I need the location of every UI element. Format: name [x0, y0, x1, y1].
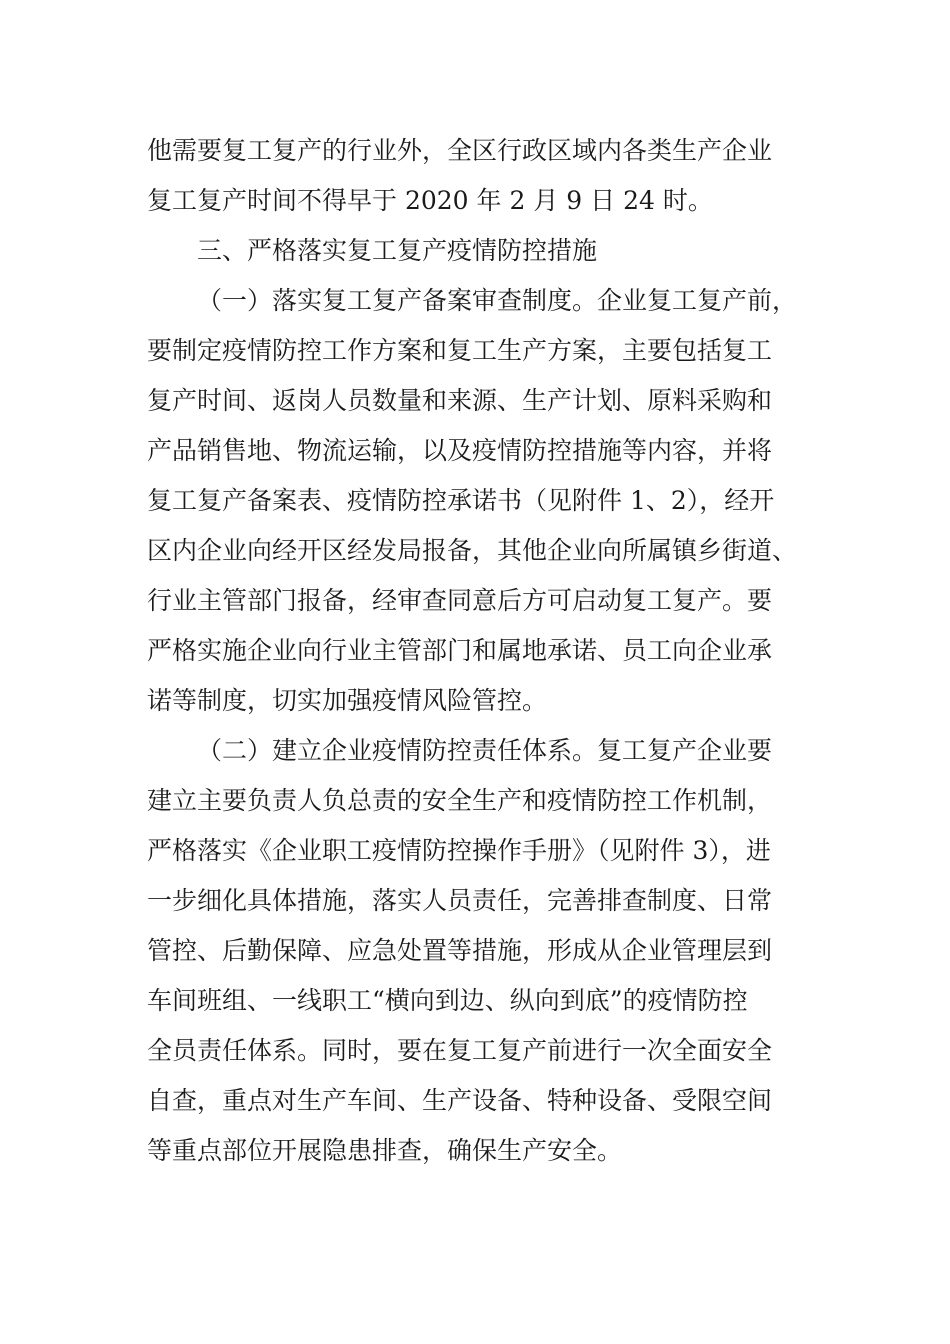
section-heading: 三、严格落实复工复产疫情防控措施 [197, 236, 598, 265]
text-line: 复工复产时间不得早于 2020 年 2 月 9 日 24 时。 [147, 186, 713, 215]
text-line: 严格落实《企业职工疫情防控操作手册》（见附件 3），进 [147, 836, 771, 865]
text-line: 等重点部位开展隐患排查，确保生产安全。 [147, 1136, 623, 1165]
text-line: 复产时间、返岗人员数量和来源、生产计划、原料采购和 [147, 386, 773, 415]
text-line: 严格实施企业向行业主管部门和属地承诺、员工向企业承 [147, 636, 773, 665]
text-line: （二）建立企业疫情防控责任体系。复工复产企业要 [197, 736, 773, 765]
text-line: 全员责任体系。同时，要在复工复产前进行一次全面安全 [147, 1036, 773, 1065]
text-line: 复工复产备案表、疫情防控承诺书（见附件 1、2），经开 [147, 486, 775, 515]
text-line: 管控、后勤保障、应急处置等措施，形成从企业管理层到 [147, 936, 773, 965]
text-line: （一）落实复工复产备案审查制度。企业复工复产前， [197, 286, 798, 315]
text-line: 车间班组、一线职工“横向到边、纵向到底”的疫情防控 [147, 986, 748, 1015]
text-line: 他需要复工复产的行业外，全区行政区域内各类生产企业 [147, 136, 773, 165]
text-line: 要制定疫情防控工作方案和复工生产方案，主要包括复工 [147, 336, 773, 365]
text-line: 一步细化具体措施，落实人员责任，完善排查制度、日常 [147, 886, 773, 915]
text-line: 建立主要负责人负总责的安全生产和疫情防控工作机制， [147, 786, 773, 815]
text-line: 自查，重点对生产车间、生产设备、特种设备、受限空间 [147, 1086, 773, 1115]
text-line: 区内企业向经开区经发局报备，其他企业向所属镇乡街道、 [147, 536, 798, 565]
text-line: 行业主管部门报备，经审查同意后方可启动复工复产。要 [147, 586, 773, 615]
text-line: 产品销售地、物流运输，以及疫情防控措施等内容，并将 [147, 436, 773, 465]
text-line: 诺等制度，切实加强疫情风险管控。 [147, 686, 548, 715]
